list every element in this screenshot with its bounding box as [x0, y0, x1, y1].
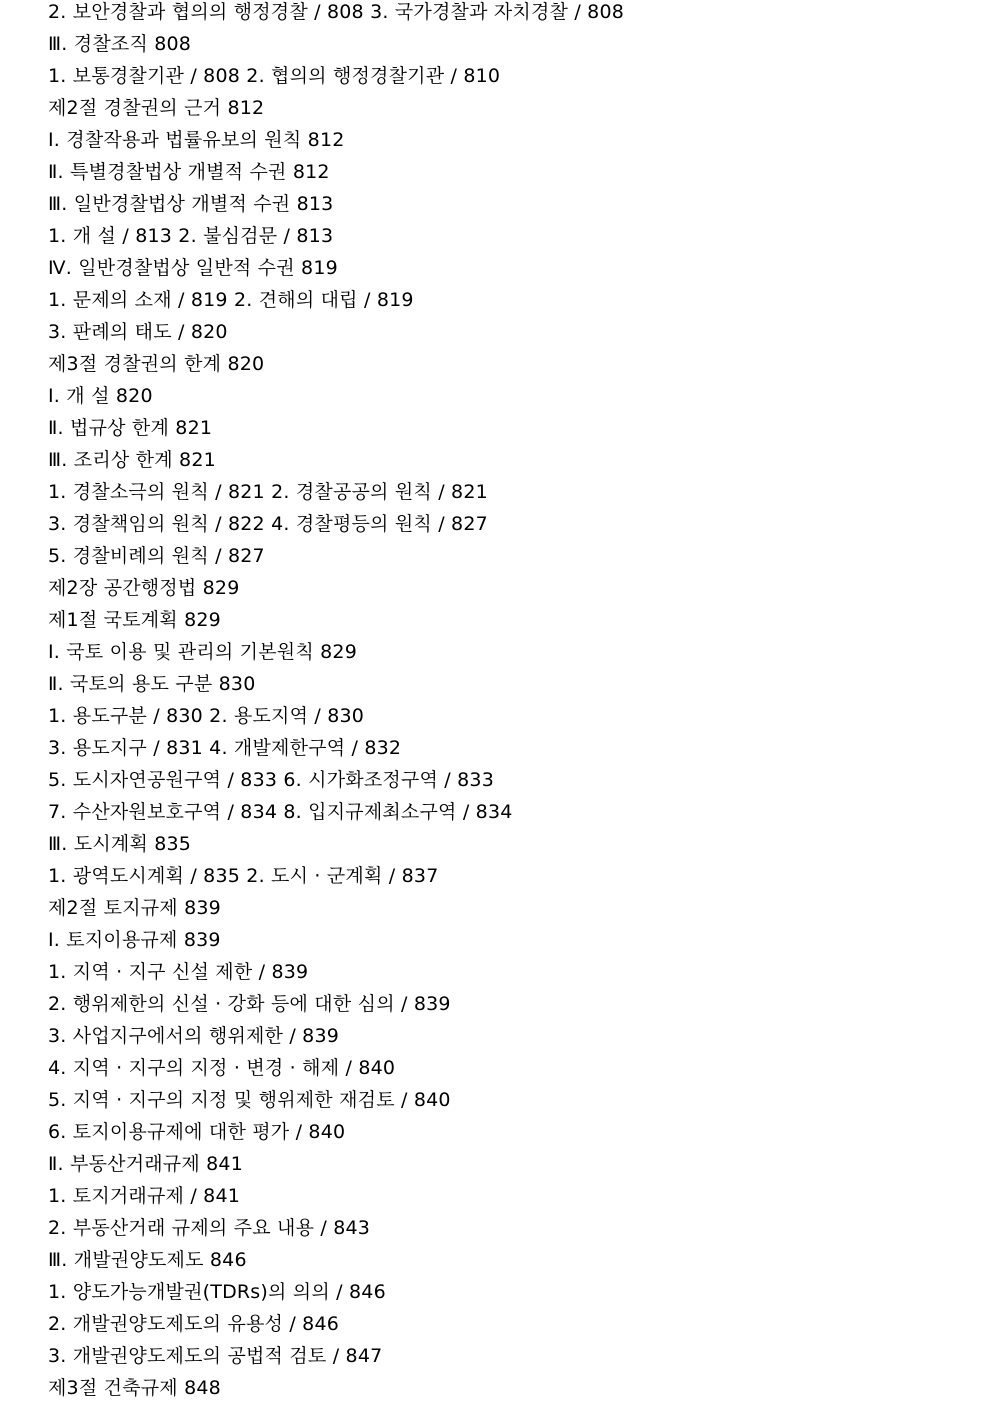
- toc-line: 2. 보안경찰과 협의의 행정경찰 / 808 3. 국가경찰과 자치경찰 / 808: [48, 1, 625, 23]
- toc-line: Ⅱ. 법규상 한계 821: [48, 417, 213, 439]
- toc-line: 6. 토지이용규제에 대한 평가 / 840: [48, 1121, 346, 1143]
- toc-line: 1. 경찰소극의 원칙 / 821 2. 경찰공공의 원칙 / 821: [48, 481, 488, 503]
- toc-line: Ⅲ. 일반경찰법상 개별적 수권 813: [48, 193, 334, 215]
- toc-line: Ⅰ. 토지이용규제 839: [48, 929, 221, 951]
- toc-line: 1. 문제의 소재 / 819 2. 견해의 대립 / 819: [48, 289, 414, 311]
- toc-line: 제2장 공간행정법 829: [48, 577, 240, 599]
- toc-line: Ⅱ. 특별경찰법상 개별적 수권 812: [48, 161, 330, 183]
- toc-line: 7. 수산자원보호구역 / 834 8. 입지규제최소구역 / 834: [48, 801, 513, 823]
- toc-line: Ⅱ. 부동산거래규제 841: [48, 1153, 244, 1175]
- toc-line: 제2절 토지규제 839: [48, 897, 221, 919]
- toc-line: Ⅰ. 경찰작용과 법률유보의 원칙 812: [48, 129, 345, 151]
- toc-line: 3. 사업지구에서의 행위제한 / 839: [48, 1025, 340, 1047]
- toc-line: 제1절 국토계획 829: [48, 609, 221, 631]
- toc-line: Ⅲ. 경찰조직 808: [48, 33, 192, 55]
- toc-page: [48, 0, 968, 1408]
- toc-line: 2. 행위제한의 신설 · 강화 등에 대한 심의 / 839: [48, 993, 451, 1015]
- toc-line: 1. 토지거래규제 / 841: [48, 1185, 241, 1207]
- toc-line: 제3절 건축규제 848: [48, 1377, 221, 1399]
- toc-line: Ⅱ. 국토의 용도 구분 830: [48, 673, 256, 695]
- toc-line: 3. 개발권양도제도의 공법적 검토 / 847: [48, 1345, 383, 1367]
- toc-line: 5. 경찰비례의 원칙 / 827: [48, 545, 265, 567]
- toc-line: Ⅲ. 개발권양도제도 846: [48, 1249, 247, 1271]
- toc-line: 5. 도시자연공원구역 / 833 6. 시가화조정구역 / 833: [48, 769, 494, 791]
- toc-line: Ⅲ. 조리상 한계 821: [48, 449, 216, 471]
- toc-line: 3. 경찰책임의 원칙 / 822 4. 경찰평등의 원칙 / 827: [48, 513, 488, 535]
- toc-line: Ⅳ. 일반경찰법상 일반적 수권 819: [48, 257, 338, 279]
- toc-line: 1. 용도구분 / 830 2. 용도지역 / 830: [48, 705, 365, 727]
- toc-line: Ⅰ. 국토 이용 및 관리의 기본원칙 829: [48, 641, 357, 663]
- toc-line: 5. 지역 · 지구의 지정 및 행위제한 재검토 / 840: [48, 1089, 451, 1111]
- toc-line: 3. 용도지구 / 831 4. 개발제한구역 / 832: [48, 737, 402, 759]
- toc-line: 1. 개 설 / 813 2. 불심검문 / 813: [48, 225, 334, 247]
- toc-line: 1. 양도가능개발권(TDRs)의 의의 / 846: [48, 1281, 386, 1303]
- toc-line: 1. 보통경찰기관 / 808 2. 협의의 행정경찰기관 / 810: [48, 65, 501, 87]
- toc-line: 2. 부동산거래 규제의 주요 내용 / 843: [48, 1217, 371, 1239]
- toc-line: Ⅰ. 개 설 820: [48, 385, 153, 407]
- toc-line: 1. 광역도시계획 / 835 2. 도시 · 군계획 / 837: [48, 865, 439, 887]
- toc-line: 3. 판례의 태도 / 820: [48, 321, 228, 343]
- toc-line: Ⅲ. 도시계획 835: [48, 833, 192, 855]
- toc-line: 1. 지역 · 지구 신설 제한 / 839: [48, 961, 309, 983]
- toc-line: 4. 지역 · 지구의 지정 · 변경 · 해제 / 840: [48, 1057, 396, 1079]
- toc-line: 제3절 경찰권의 한계 820: [48, 353, 265, 375]
- toc-line: 제2절 경찰권의 근거 812: [48, 97, 265, 119]
- toc-line: 2. 개발권양도제도의 유용성 / 846: [48, 1313, 340, 1335]
